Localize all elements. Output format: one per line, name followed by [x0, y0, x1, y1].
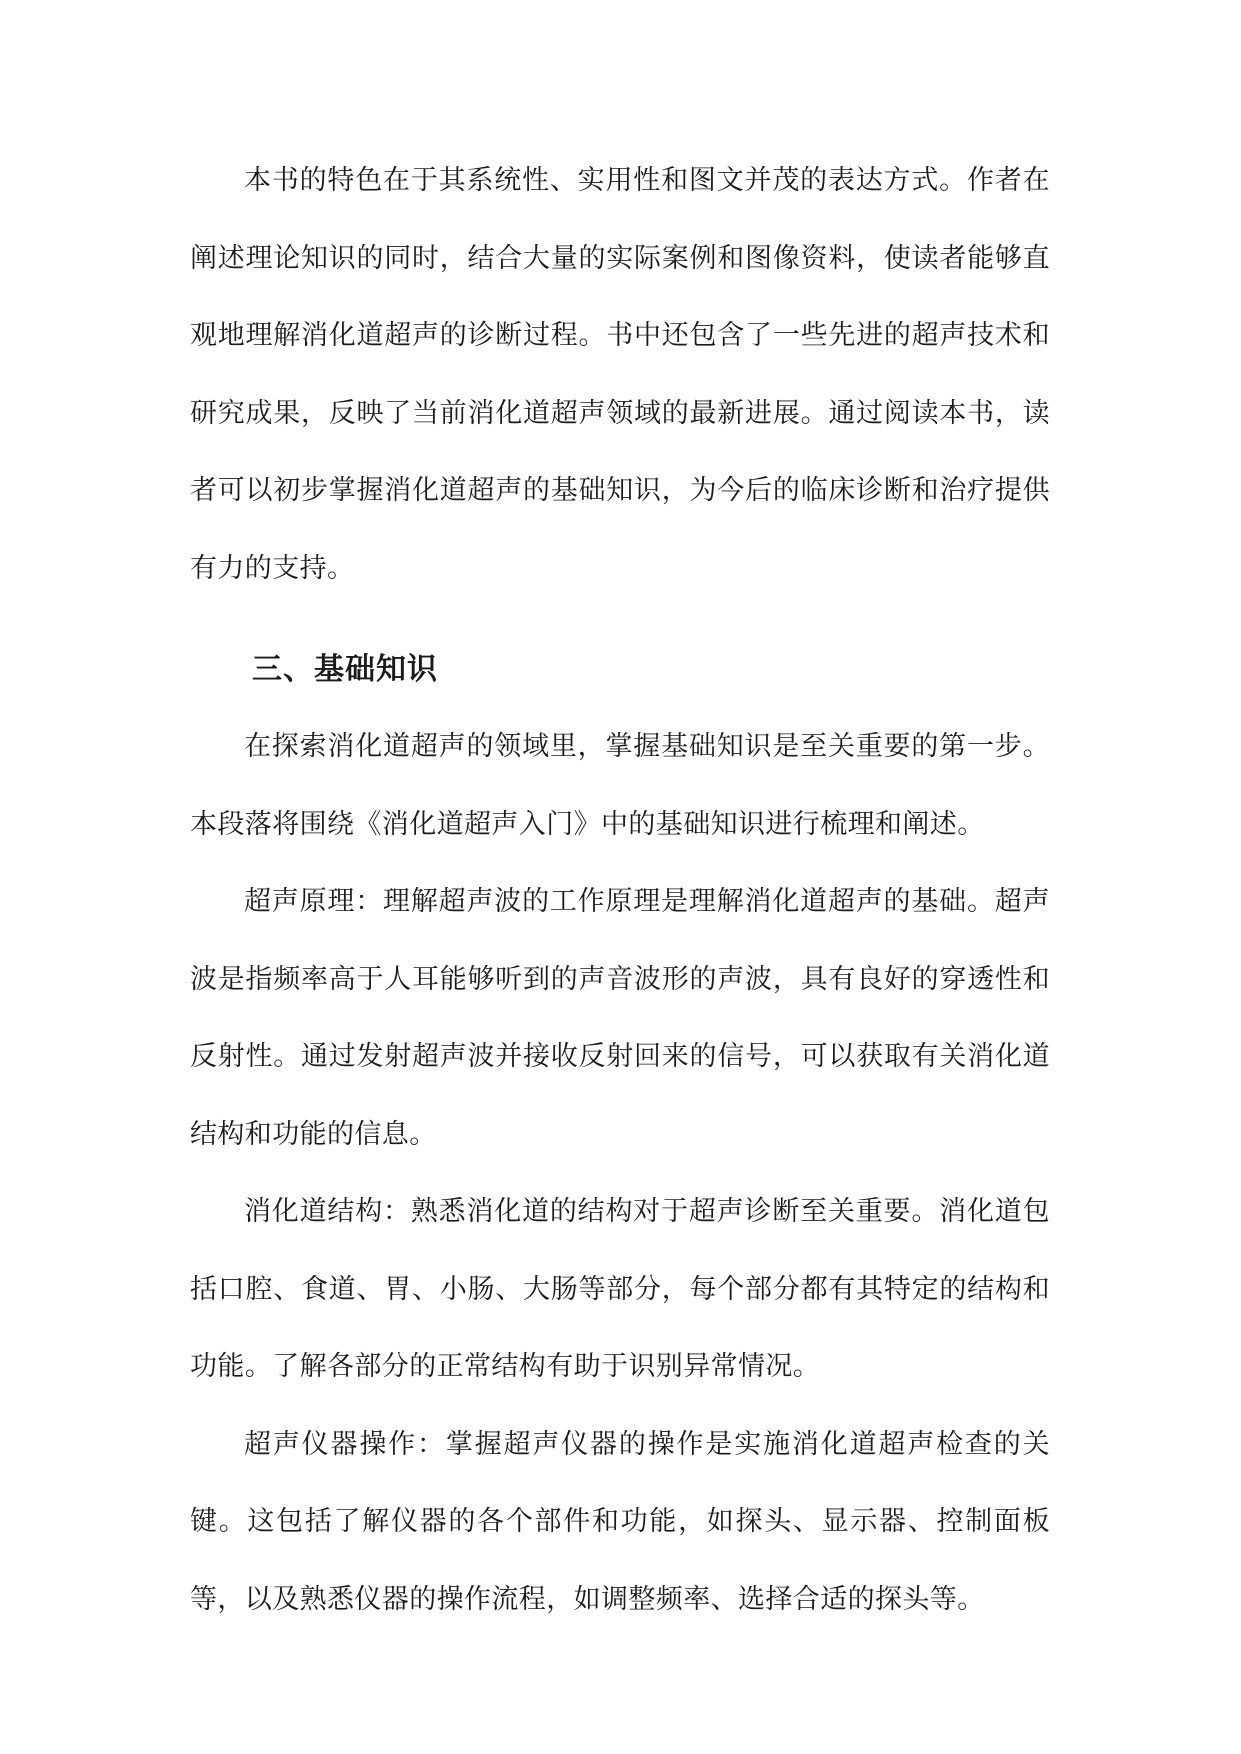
instrument-operation-paragraph: 超声仪器操作：掌握超声仪器的操作是实施消化道超声检查的关键。这包括了解仪器的各个部件和功能，如探头、显示器、控制面板等，以及熟悉仪器的操作流程，如调整频率、选择合适的探头等。	[190, 1428, 1050, 1615]
document-body	[190, 142, 1050, 1638]
intro-paragraph: 本书的特色在于其系统性、实用性和图文并茂的表达方式。作者在阐述理论知识的同时，结合大量的实际案例和图像资料，使读者能够直观地理解消化道超声的诊断过程。书中还包含了一些先进的超声技术和研究成果，反映了当前消化道超声领域的最新进展。通过阅读本书，读者可以初步掌握消化道超声的基础知识，为今后的临床诊断和治疗提供有力的支持。	[190, 165, 1050, 584]
section-heading: 三、基础知识	[252, 652, 438, 687]
section-intro-paragraph: 在探索消化道超声的领域里，掌握基础知识是至关重要的第一步。本段落将围绕《消化道超声入门》中的基础知识进行梳理和阐述。	[190, 731, 1050, 840]
ultrasound-principle-paragraph: 超声原理：理解超声波的工作原理是理解消化道超声的基础。超声波是指频率高于人耳能够听到的声音波形的声波，具有良好的穿透性和反射性。通过发射超声波并接收反射回来的信号，可以获取有关消化道结构和功能的信息。	[190, 886, 1050, 1150]
digestive-structure-paragraph: 消化道结构：熟悉消化道的结构对于超声诊断至关重要。消化道包括口腔、食道、胃、小肠、大肠等部分，每个部分都有其特定的结构和功能。了解各部分的正常结构有助于识别异常情况。	[190, 1196, 1050, 1382]
